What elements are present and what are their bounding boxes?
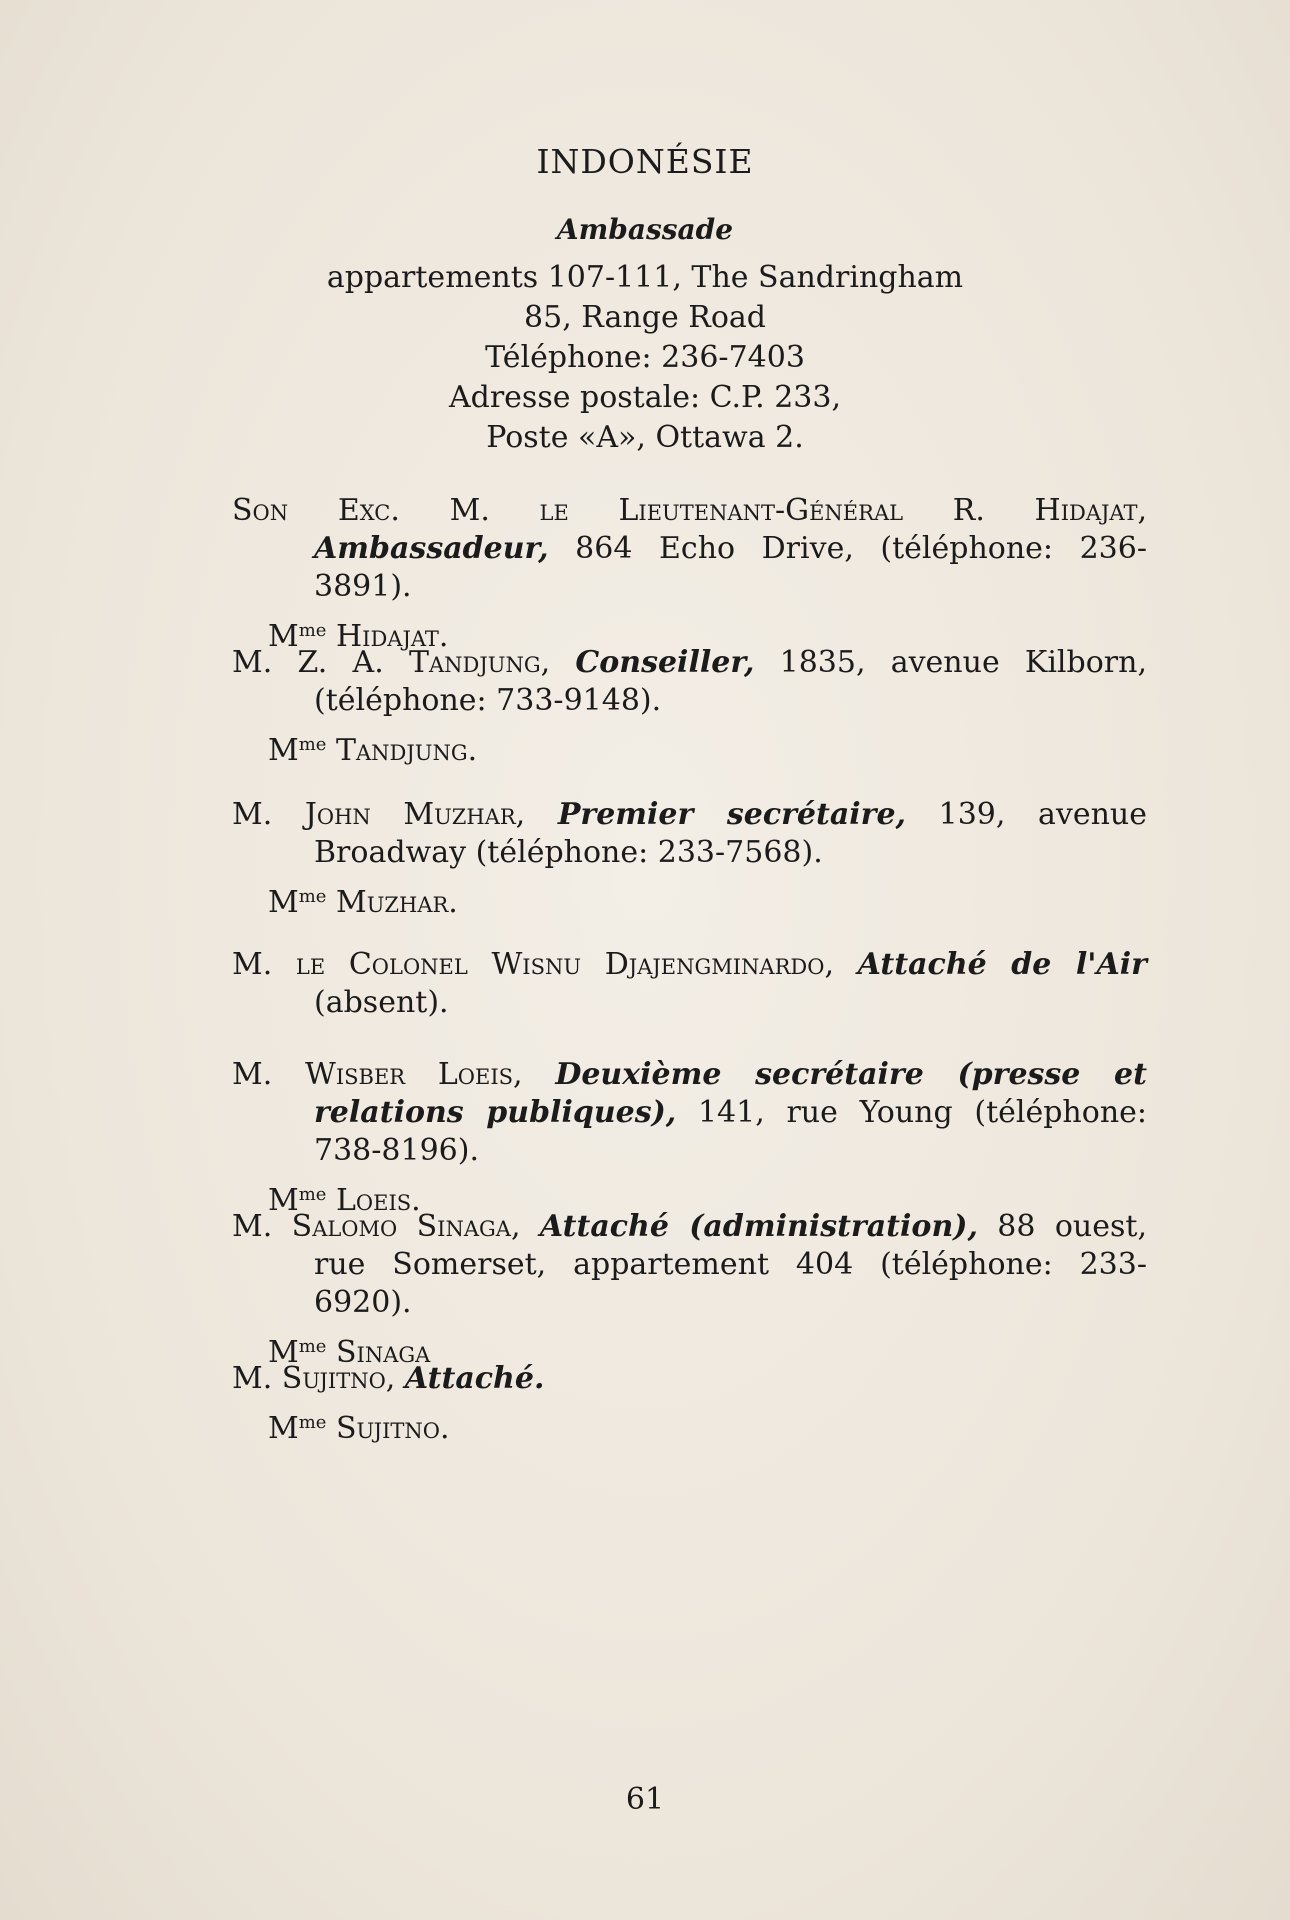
entry-text [232,946,1147,1022]
entry-details: (absent). [314,985,449,1020]
entry-text [232,1056,1147,1170]
spouse-prefix: M [268,619,299,654]
entry-details: 88 ouest, rue Somerset, appartement 404 (téléphone: 233-6920). [314,1209,1147,1320]
spouse-prefix: M [268,885,299,920]
entry-text [232,492,1147,606]
entry-name: M. Z. A. Tandjung, [232,645,551,680]
entry-text [232,644,1147,720]
entry-name: M. John Muzhar, [232,797,526,832]
spouse-sup: me [298,734,327,755]
entry-title: Conseiller, [575,645,755,680]
entry-name: M. Sujitno, [232,1361,396,1396]
spouse-prefix: M [268,733,299,768]
staff-entry [232,1056,1147,1220]
entry-details: 139, avenue Broadway (téléphone: 233-7568). [314,797,1148,870]
staff-entry [232,644,1147,770]
staff-entry [232,796,1147,922]
entry-details: 141, rue Young (téléphone: 738-8196). [314,1095,1147,1168]
entry-name: M. le Colonel Wisnu Djajengminardo, [232,947,834,982]
spouse-sup: me [298,1184,327,1205]
staff-entry [232,492,1147,656]
country-heading: INDONÉSIE [536,142,754,181]
staff-entry [232,946,1147,1022]
entry-details: 864 Echo Drive, (téléphone: 236-3891). [314,531,1147,604]
entry-name: Son Exc. M. le Lieutenant-Général R. Hidajat, [232,493,1147,528]
entry-title: Attaché (administration), [539,1209,978,1244]
spouse-name: Sinaga [336,1335,431,1370]
entry-title: Premier secrétaire, [557,797,907,832]
section-heading: Ambassade [556,213,734,246]
spouse-line [268,726,1147,770]
address-line: Adresse postale: C.P. 233, [448,380,842,415]
page-number: 61 [625,1782,665,1817]
spouse-line [268,1404,1147,1448]
entry-title: Deuxième secrétaire (presse et relations publiques), [314,1057,1148,1130]
spouse-name: Sujitno. [336,1411,450,1446]
spouse-sup: me [298,1336,327,1357]
address-line: 85, Range Road [524,300,766,335]
spouse-name: Tandjung. [336,733,478,768]
spouse-name: Hidajat. [336,619,449,654]
entry-title: Ambassadeur, [314,531,549,566]
entry-details: 1835, avenue Kilborn, (téléphone: 733-9148). [314,645,1147,718]
entry-title: Attaché. [404,1361,545,1396]
staff-entry [232,1208,1147,1372]
spouse-sup: me [298,620,327,641]
embassy-address [0,258,1290,458]
spouse-name: Muzhar. [336,885,458,920]
entry-text [232,1360,1147,1398]
entry-name: M. Wisber Loeis, [232,1057,523,1092]
staff-entry [232,1360,1147,1448]
address-line: Téléphone: 236-7403 [485,340,805,375]
entry-text [232,796,1147,872]
address-line: appartements 107-111, The Sandringham [326,260,964,295]
spouse-name: Loeis. [336,1183,421,1218]
spouse-sup: me [298,1412,327,1433]
spouse-prefix: M [268,1183,299,1218]
entry-text [232,1208,1147,1322]
spouse-prefix: M [268,1411,299,1446]
entry-title: Attaché de l'Air [857,947,1147,982]
spouse-prefix: M [268,1335,299,1370]
address-line: Poste «A», Ottawa 2. [486,420,804,455]
spouse-line [268,878,1147,922]
entry-name: M. Salomo Sinaga, [232,1209,521,1244]
spouse-sup: me [298,886,327,907]
